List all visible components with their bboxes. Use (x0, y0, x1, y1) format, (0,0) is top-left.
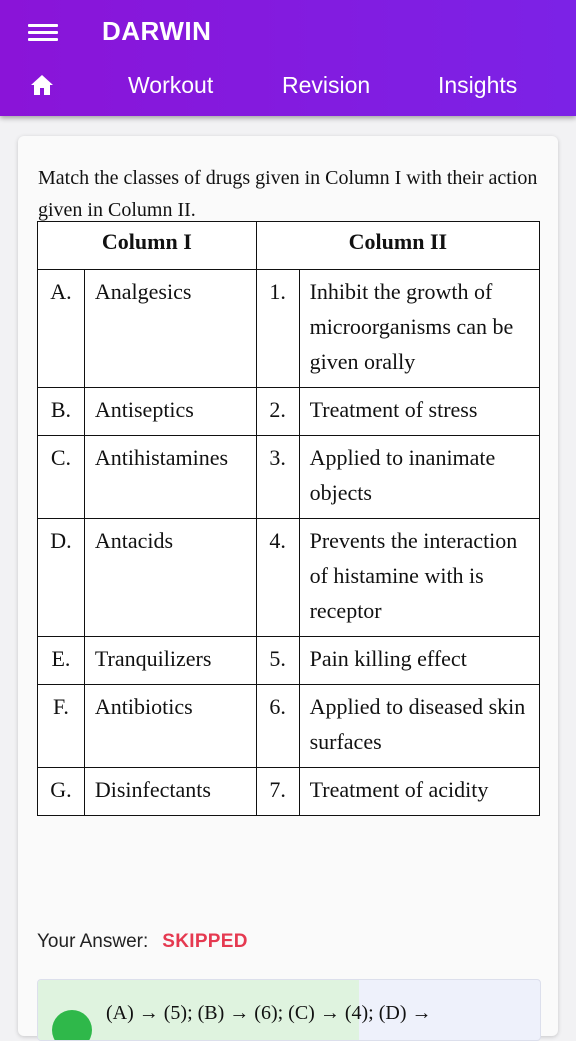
table-header-row (38, 222, 540, 270)
table-row (38, 637, 540, 685)
column-header: Column II (256, 222, 539, 270)
answer-option[interactable] (37, 979, 541, 1041)
drug-class: Tranquilizers (84, 637, 256, 685)
row-letter: B. (38, 388, 85, 436)
row-number: 1. (256, 270, 299, 388)
table-row (38, 388, 540, 436)
table-row (38, 685, 540, 768)
table-row (38, 270, 540, 388)
drug-class: Disinfectants (84, 768, 256, 816)
row-number: 2. (256, 388, 299, 436)
row-number: 7. (256, 768, 299, 816)
drug-action: Applied to diseased skin surfaces (299, 685, 539, 768)
row-number: 6. (256, 685, 299, 768)
drug-action: Applied to inanimate objects (299, 436, 539, 519)
drug-action: Pain killing effect (299, 637, 539, 685)
nav-revision[interactable]: Revision (282, 72, 371, 98)
table-row (38, 436, 540, 519)
row-letter: D. (38, 519, 85, 637)
app-bar (0, 0, 576, 116)
row-letter: G. (38, 768, 85, 816)
drug-class: Antacids (84, 519, 256, 637)
row-letter: F. (38, 685, 85, 768)
question-card (18, 136, 558, 1036)
table-row (38, 768, 540, 816)
row-letter: C. (38, 436, 85, 519)
drug-class: Analgesics (84, 270, 256, 388)
menu-icon[interactable] (28, 22, 58, 44)
home-icon[interactable] (30, 74, 54, 96)
drug-action: Treatment of stress (299, 388, 539, 436)
drug-action: Prevents the interaction of histamine with is receptor (299, 519, 539, 637)
drug-class: Antiseptics (84, 388, 256, 436)
table-row (38, 519, 540, 637)
answer-label: Your Answer: (37, 931, 149, 952)
row-number: 3. (256, 436, 299, 519)
answer-status: SKIPPED (162, 931, 248, 952)
drug-action: Inhibit the growth of microorganisms can be given orally (299, 270, 539, 388)
match-table (37, 221, 540, 816)
question-text: Match the classes of drugs given in Column I with their action given in Column II. (38, 167, 538, 221)
drug-action: Treatment of acidity (299, 768, 539, 816)
drug-class: Antihistamines (84, 436, 256, 519)
nav-workout[interactable]: Workout (128, 72, 214, 98)
row-number: 4. (256, 519, 299, 637)
row-number: 5. (256, 637, 299, 685)
app-title: DARWIN (102, 16, 212, 46)
drug-class: Antibiotics (84, 685, 256, 768)
row-letter: A. (38, 270, 85, 388)
your-answer (37, 931, 248, 953)
column-header: Column I (38, 222, 257, 270)
option-text: (A) → (5); (B) → (6); (C) → (4); (D) → (106, 1002, 432, 1024)
row-letter: E. (38, 637, 85, 685)
nav-insights[interactable]: Insights (438, 72, 518, 98)
